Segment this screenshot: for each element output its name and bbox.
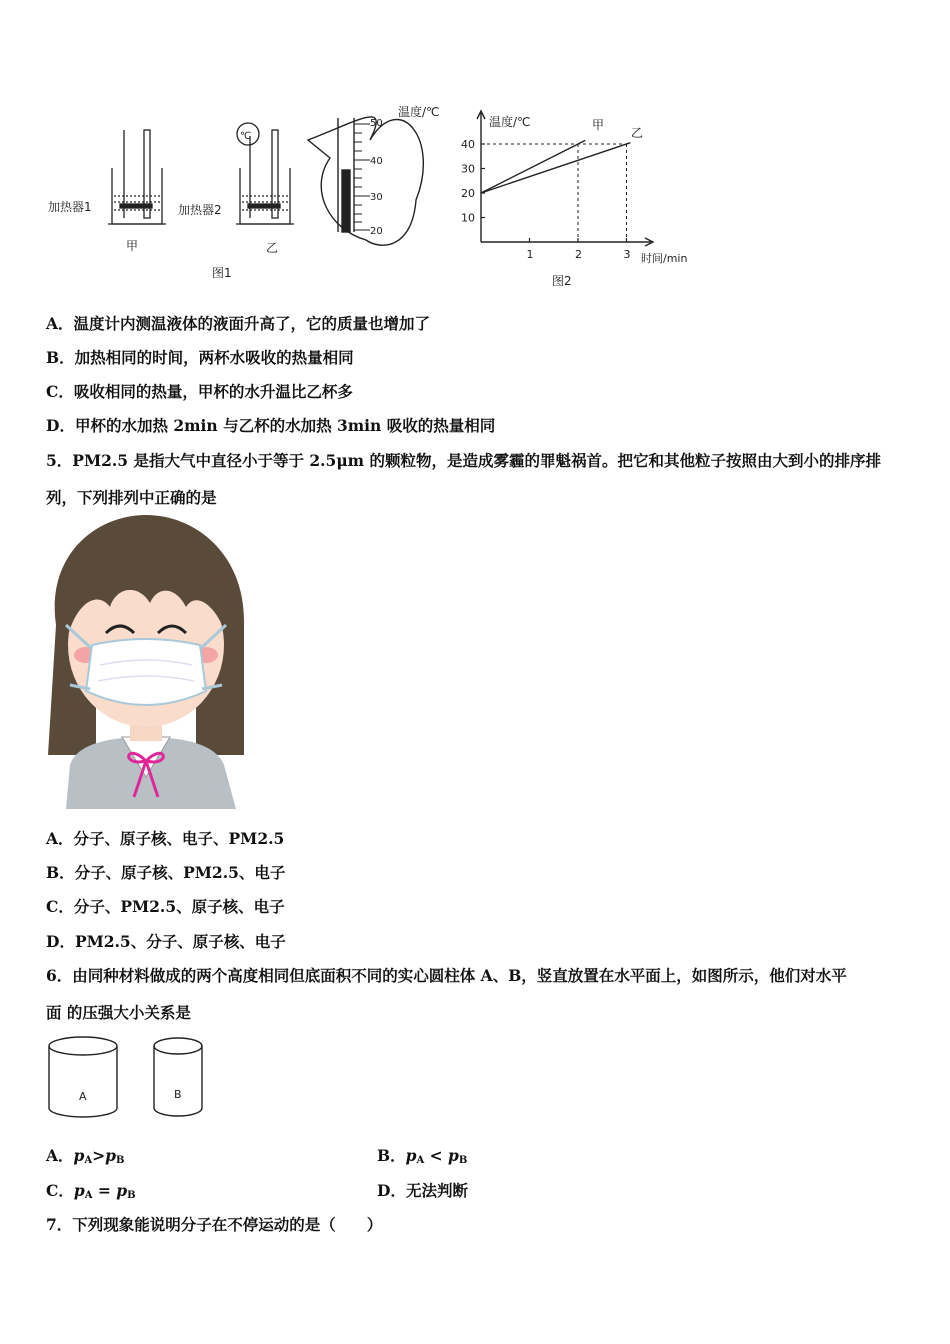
cylinder-b-label: B bbox=[174, 1088, 182, 1101]
x-axis-label: 时间/min bbox=[641, 252, 688, 265]
thermo-unit-label: ℃ bbox=[240, 131, 252, 142]
chart-axes bbox=[477, 111, 653, 246]
cylinder-b bbox=[154, 1038, 202, 1116]
q6-option-d: D．无法判断 bbox=[377, 1181, 468, 1200]
q4-option-d: D．甲杯的水加热 2min 与乙杯的水加热 3min 吸收的热量相同 bbox=[46, 416, 496, 435]
figure1-caption: 图1 bbox=[212, 266, 232, 280]
chart-guides bbox=[481, 144, 627, 242]
cylinder-a-label: A bbox=[79, 1090, 87, 1103]
cylinders-figure bbox=[46, 1034, 216, 1124]
y-tick-label: 10 bbox=[461, 211, 475, 225]
chart-series bbox=[481, 140, 630, 193]
girl-mask-illustration bbox=[46, 515, 246, 809]
q5-option-a: A．分子、原子核、电子、PM2.5 bbox=[46, 829, 285, 848]
series-line-jia bbox=[481, 140, 585, 193]
heater2-label: 加热器2 bbox=[178, 203, 222, 217]
y-tick-label: 30 bbox=[461, 162, 475, 176]
q5-stem-line1: 5．PM2.5 是指大气中直径小于等于 2.5μm 的颗粒物，是造成雾霾的罪魁祸首。把它和其他粒子按照由大到小的排序排 bbox=[46, 451, 881, 470]
cup-yi-label: 乙 bbox=[266, 241, 279, 255]
thermometer-zoom bbox=[308, 117, 423, 245]
y-axis-label: 温度/℃ bbox=[489, 115, 531, 129]
cylinder-a bbox=[49, 1037, 117, 1117]
q6-stem-line2: 面 的压强大小关系是 bbox=[46, 1003, 191, 1022]
q4-option-a: A．温度计内测温液体的液面升高了，它的质量也增加了 bbox=[46, 314, 431, 333]
q6-option-a: A．$p_A>p_B$ bbox=[46, 1146, 125, 1166]
q6-option-b: B．$p_A < p_B$ bbox=[377, 1146, 468, 1166]
q6-stem-line1: 6．由同种材料做成的两个高度相同但底面积不同的实心圆柱体 A、B，竖直放置在水平面上，如图所示，他们对水平 bbox=[46, 966, 847, 985]
figure-1 bbox=[40, 100, 460, 290]
x-tick-label: 3 bbox=[623, 248, 631, 261]
series-jia-label: 甲 bbox=[592, 118, 605, 132]
x-tick-label: 1 bbox=[526, 248, 534, 261]
q5-stem-line2: 列，下列排列中正确的是 bbox=[46, 488, 217, 507]
temp-label: 温度/℃ bbox=[398, 105, 440, 119]
beaker-jia bbox=[108, 130, 166, 224]
cup-jia-label: 甲 bbox=[126, 239, 139, 253]
scale-50: 50 bbox=[370, 118, 383, 129]
q7-stem: 7．下列现象能说明分子在不停运动的是（ ） bbox=[46, 1215, 383, 1234]
q5-option-c: C．分子、PM2.5、原子核、电子 bbox=[46, 897, 285, 916]
series-line-yi bbox=[481, 143, 630, 193]
q6-option-c: C．$p_A = p_B$ bbox=[46, 1181, 136, 1201]
q5-option-d: D．PM2.5、分子、原子核、电子 bbox=[46, 932, 286, 951]
figure-2-chart bbox=[455, 105, 705, 295]
face-mask bbox=[86, 639, 206, 705]
heater1-label: 加热器1 bbox=[48, 200, 92, 214]
scale-20: 20 bbox=[370, 226, 383, 237]
x-tick-label: 2 bbox=[575, 248, 582, 261]
scale-30: 30 bbox=[370, 192, 383, 203]
q5-option-b: B．分子、原子核、PM2.5、电子 bbox=[46, 863, 286, 882]
scale-40: 40 bbox=[370, 156, 383, 167]
y-tick-label: 20 bbox=[461, 187, 475, 200]
figure2-caption: 图2 bbox=[552, 274, 572, 288]
series-yi-label: 乙 bbox=[631, 126, 644, 140]
q4-option-b: B．加热相同的时间，两杯水吸收的热量相同 bbox=[46, 348, 354, 367]
y-tick-label: 40 bbox=[461, 138, 475, 151]
q4-option-c: C．吸收相同的热量，甲杯的水升温比乙杯多 bbox=[46, 382, 353, 401]
